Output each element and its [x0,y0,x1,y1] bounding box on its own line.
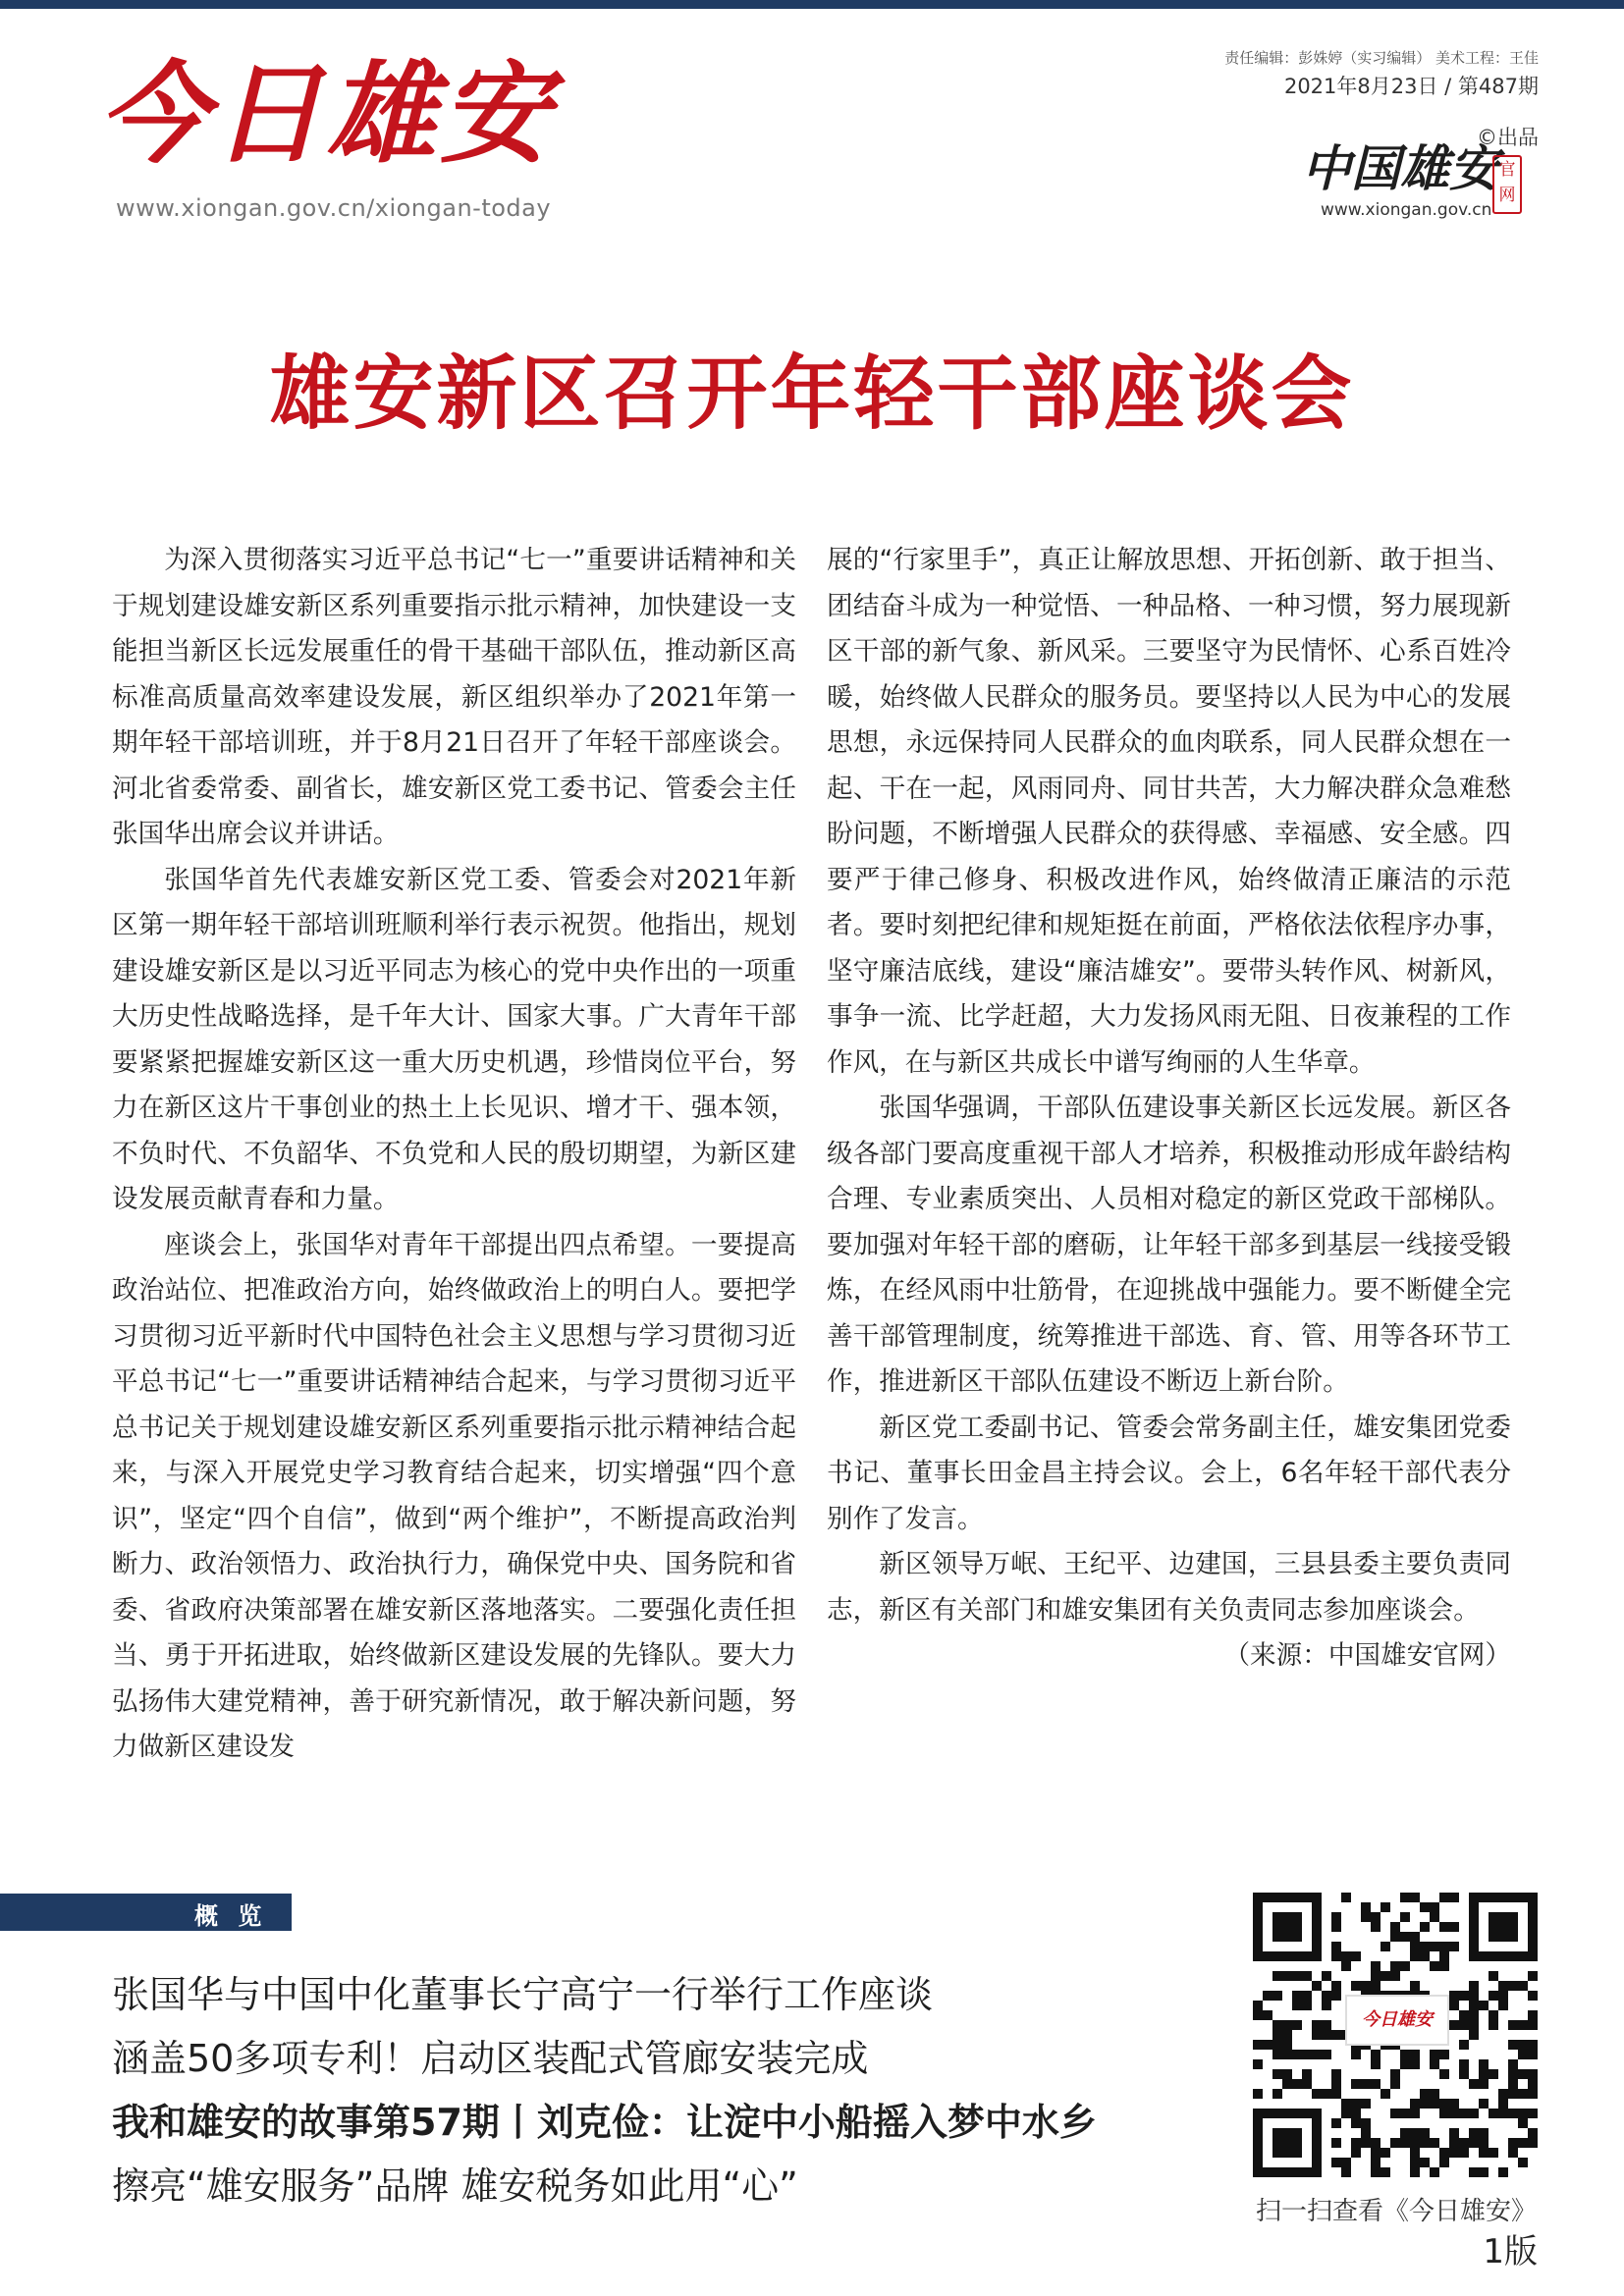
article-paragraph: 张国华首先代表雄安新区党工委、管委会对2021年新区第一期年轻干部培训班顺利举行表示祝贺。他指出，规划建设雄安新区是以习近平同志为核心的党中央作出的一项重大历史性战略选择，是千年大计、国家大事。广大青年干部要紧紧把握雄安新区这一重大历史机遇，珍惜岗位平台，努力在新区这片干事创业的热土上长见识、增才干、强本领，不负时代、不负韶华、不负党和人民的殷切期望，为新区建设发展贡献青春和力量。 [112,864,796,1214]
copyright-label: ©出品 [1477,126,1539,149]
article-paragraph: 为深入贯彻落实习近平总书记“七一”重要讲话精神和关于规划建设雄安新区系列重要指示批示精神，加快建设一支能担当新区长远发展重任的骨干基础干部队伍，推动新区高标准高质量高效率建设发展，新区组织举办了2021年第一期年轻干部培训班，并于8月21日召开了年轻干部座谈会。河北省委常委、副省长，雄安新区党工委书记、管委会主任张国华出席会议并讲话。 [112,545,796,849]
article-paragraph: 张国华强调，干部队伍建设事关新区长远发展。新区各级各部门要高度重视干部人才培养，积极推动形成年龄结构合理、专业素质突出、人员相对稳定的新区党政干部梯队。要加强对年轻干部的磨砺，让年轻干部多到基层一线接受锻炼，在经风雨中壮筋骨，在迎挑战中强能力。要不断健全完善干部管理制度，统筹推进干部选、育、管、用等各环节工作，推进新区干部队伍建设不断迈上新台阶。 [827,1093,1511,1397]
brand-logo[interactable]: 中国雄安 [1302,139,1498,197]
article-headline: 雄安新区召开年轻干部座谈会 [269,347,1355,441]
article-column-right [827,538,1511,1680]
article-paragraph: 新区领导万岷、王纪平、边建国，三县县委主要负责同志，新区有关部门和雄安集团有关负责同志参加座谈会。 [827,1549,1511,1626]
qr-caption: 扫一扫查看《今日雄安》 [1256,2197,1538,2226]
page-number: 1版 [1483,2232,1538,2271]
seal-text: 官网 [1498,160,1516,205]
masthead-url[interactable]: www.xiongan.gov.cn/xiongan-today [116,194,552,222]
overview-item[interactable]: 涵盖50多项专利！启动区装配式管廊安装完成 [112,2037,869,2080]
date-issue: 2021年8月23日 / 第487期 [1283,75,1539,98]
qr-center-logo: 今日雄安 [1345,1995,1449,2046]
article-paragraph: 新区党工委副书记、管委会常务副主任，雄安集团党委书记、董事长田金昌主持会议。会上，6名年轻干部代表分别作了发言。 [827,1412,1511,1534]
article-paragraph: 座谈会上，张国华对青年干部提出四点希望。一要提高政治站位、把准政治方向，始终做政治上的明白人。要把学习贯彻习近平新时代中国特色社会主义思想与学习贯彻习近平总书记“七一”重要讲话精神结合起来，与学习贯彻习近平总书记关于规划建设雄安新区系列重要指示批示精神结合起来，与深入开展党史学习教育结合起来，切实增强“四个意识”，坚定“四个自信”，做到“两个维护”，不断提高政治判断力、政治领悟力、政治执行力，确保党中央、国务院和省委、省政府决策部署在雄安新区落地落实。二要强化责任担当、勇于开拓进取，始终做新区建设发展的先锋队。要大力弘扬伟大建党精神，善于研究新情况，敢于解决新问题，努力做新区建设发 [112,1229,796,1762]
top-accent-bar [0,0,1624,9]
overview-list [112,1963,1182,2218]
official-seal [1492,155,1522,214]
brand-url[interactable]: www.xiongan.gov.cn [1321,200,1492,220]
editors-credit: 责任编辑：彭姝婷（实习编辑） 美术工程：王佳 [1224,49,1539,67]
overview-item[interactable]: 张国华与中国中化董事长宁高宁一行举行工作座谈 [112,1973,934,2016]
masthead-logo[interactable]: 今日雄安 [98,50,554,179]
article-source: （来源：中国雄安官网） [1223,1640,1511,1671]
article-column-left [112,538,796,1771]
overview-item[interactable]: 擦亮“雄安服务”品牌 雄安税务如此用“心” [112,2164,798,2208]
article-paragraph-continued: 展的“行家里手”，真正让解放思想、开拓创新、敢于担当、团结奋斗成为一种觉悟、一种品格、一种习惯，努力展现新区干部的新气象、新风采。三要坚守为民情怀、心系百姓冷暖，始终做人民群众的服务员。要坚持以人民为中心的发展思想，永远保持同人民群众的血肉联系，同人民群众想在一起、干在一起，风雨同舟、同甘共苦，大力解决群众急难愁盼问题，不断增强人民群众的获得感、幸福感、安全感。四要严于律己修身、积极改进作风，始终做清正廉洁的示范者。要时刻把纪律和规矩挺在前面，严格依法依程序办事，坚守廉洁底线，建设“廉洁雄安”。要带头转作风、树新风，事争一流、比学赶超，大力发扬风雨无阻、日夜兼程的工作作风，在与新区共成长中谱写绚丽的人生华章。 [827,545,1511,1078]
overview-label: 概 览 [194,1902,268,1930]
overview-item[interactable]: 我和雄安的故事第57期丨刘克俭：让淀中小船摇入梦中水乡 [112,2101,1097,2144]
